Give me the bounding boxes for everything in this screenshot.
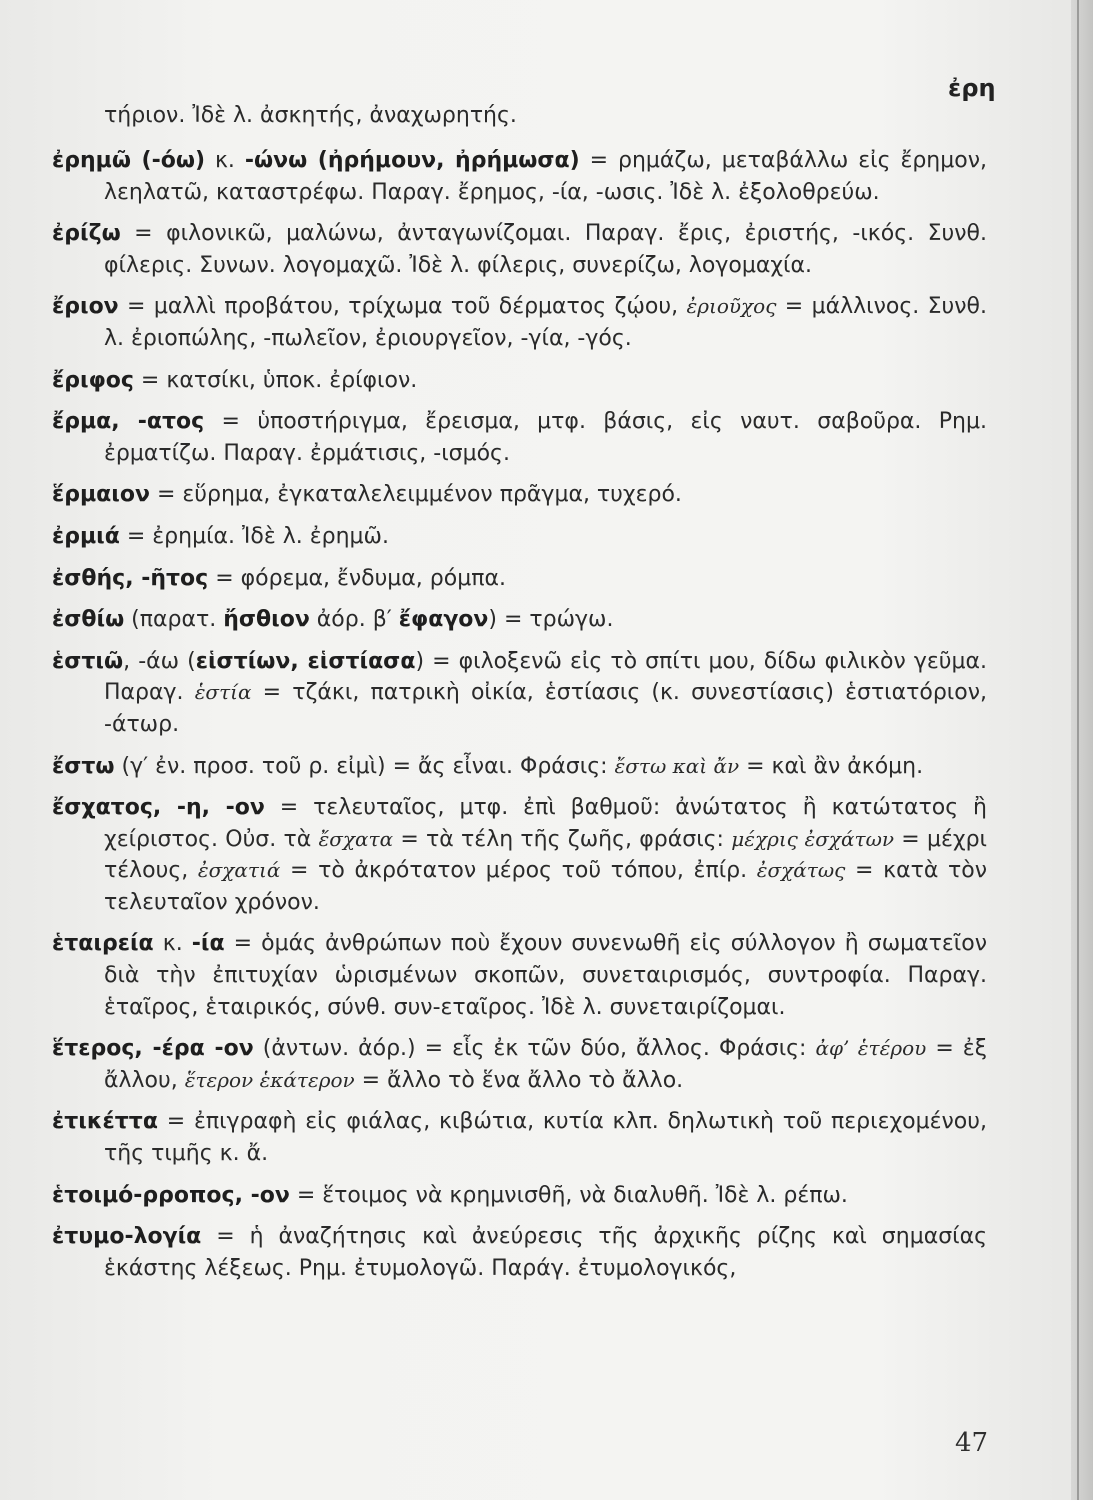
entry-headword: ἔστω [52, 753, 115, 779]
entry-text: = κατὰ τὸν τελευταῖον χρόνον. [104, 858, 987, 915]
entry-italic-term: ἔστω καὶ ἄν [614, 753, 740, 778]
entry-text: = μέχρι τέλους, [104, 826, 987, 884]
dictionary-entry [52, 751, 987, 783]
entry-headword: ἑταιρεία [52, 931, 154, 957]
entry-text: = τὸ ἀκρότατον μέρος τοῦ τόπου, ἐπίρ. [280, 858, 757, 884]
entry-text: = τζάκι, πατρικὴ οἰκία, ἑστίασις (κ. συνεστίασις) ἑστιατόριον, -άτωρ. [104, 680, 987, 737]
entry-text: , -άω ( [123, 648, 196, 674]
entry-headword: ἐρμιά [52, 523, 120, 549]
entry-text: (γ′ ἐν. προσ. τοῦ ρ. εἰμὶ) = ἄς εἶναι. Φράσις: [114, 753, 615, 779]
entry-italic-term: ἐριοῦχος [686, 294, 777, 319]
entry-headword: ἐσθίω [52, 607, 125, 633]
dictionary-entry [52, 604, 987, 636]
entry-text: κ. [153, 931, 192, 957]
entry-form: εἱστίων, εἱστίασα [195, 648, 416, 674]
entry-text: = ἐξ ἄλλου, [104, 1036, 987, 1093]
entry-text: = ἕτοιμος νὰ κρημνισθῆ, νὰ διαλυθῆ. Ἰδὲ λ. ρέπω. [289, 1182, 848, 1208]
running-head: ἐρη [948, 74, 996, 102]
entry-italic-term: μέχρις ἐσχάτων [731, 826, 895, 851]
entry-text: = ἐρημία. Ἰδὲ λ. ἐρημῶ. [119, 523, 389, 549]
dictionary-entry [52, 218, 987, 281]
entries-list [52, 145, 987, 1284]
entry-headword: ἔριον [52, 294, 119, 320]
dictionary-entry [52, 291, 987, 354]
entry-form: -ώνω (ἠρήμουν, ἠρήμωσα) [244, 148, 580, 173]
entry-headword: ἐσθής, -ῆτος [52, 565, 209, 591]
entry-text: = μάλλινος. Συνθ. λ. ἐριοπώλης, -πωλεῖον, ἐριουργεῖον, -γία, -γός. [104, 294, 987, 351]
dictionary-entry [52, 646, 987, 741]
entry-text: = τὰ τέλη τῆς ζωῆς, φράσις: [393, 826, 732, 852]
dictionary-entry [52, 479, 987, 511]
entry-italic-term: ἑστία [194, 680, 252, 705]
dictionary-entry [52, 792, 987, 918]
entry-headword: ἔριφος [52, 367, 134, 393]
entry-text: = ἐπιγραφὴ εἰς φιάλας, κιβώτια, κυτία κλπ. δηλωτικὴ τοῦ περιεχομένου, τῆς τιμῆς κ. ἄ. [104, 1109, 987, 1167]
entry-text: = φιλονικῶ, μαλώνω, ἀνταγωνίζομαι. Παραγ. ἔρις, ἐριστής, -ικός. Συνθ. φίλερις. Συνων. λογομαχῶ. Ἰδὲ λ. φίλερις, συνερίζω, λογομαχία. [104, 221, 987, 278]
entry-italic-term: ἐσχατιά [197, 858, 281, 883]
entry-italic-term: ἕτερον ἑκάτερον [184, 1067, 355, 1092]
entry-text: = μαλλὶ προβάτου, τρίχωμα τοῦ δέρματος ζῴου, [118, 294, 687, 320]
entry-text: κ. [205, 148, 245, 173]
entry-form: ἔφαγον [398, 607, 489, 633]
dictionary-entry [52, 521, 987, 553]
entry-italic-term: ἔσχατα [318, 826, 394, 851]
dictionary-content [52, 100, 987, 1294]
page-number: 47 [955, 1428, 989, 1458]
dictionary-entry [52, 406, 987, 469]
dictionary-entry [52, 1180, 987, 1212]
dictionary-entry [52, 145, 987, 208]
page-edge [1071, 0, 1093, 1500]
entry-text: = ὑποστήριγμα, ἔρεισμα, μτφ. βάσις, εἰς ναυτ. σαβοῦρα. Ρημ. ἐρματίζω. Παραγ. ἐρμάτισις, -ισμός. [104, 409, 987, 466]
entry-text: = φόρεμα, ἔνδυμα, ρόμπα. [208, 565, 506, 591]
entry-text: = ἡ ἀναζήτησις καὶ ἀνεύρεσις τῆς ἀρχικῆς ρίζης καὶ σημασίας ἑκάστης λέξεως. Ρημ. ἐτυμολογῶ. Παράγ. ἐτυμολογικός, [104, 1224, 987, 1281]
entry-text: = ρημάζω, μεταβάλλω εἰς ἔρημον, λεηλατῶ, καταστρέφω. Παραγ. ἔρημος, -ία, -ωσις. Ἰδὲ λ. ἐξολοθρεύω. [104, 148, 987, 205]
entry-text: = ὁμάς ἀνθρώπων ποὺ ἔχουν συνενωθῆ εἰς σύλλογον ἢ σωματεῖον διὰ τὴν ἐπιτυχίαν ὡρισμένων σκοπῶν, συνεταιρισμός, συντροφία. Παραγ. ἑταῖρος, ἑταιρικός, σύνθ. συν-εταῖρος. Ἰδὲ λ. συνεταιρίζομαι. [104, 931, 988, 1020]
entry-text: ) = φιλοξενῶ εἰς τὸ σπίτι μου, δίδω φιλικὸν γεῦμα. Παραγ. [104, 648, 987, 706]
entry-headword: ἕτερος, -έρα -ον [52, 1036, 254, 1062]
entry-text: = εὕρημα, ἐγκαταλελειμμένον πρᾶγμα, τυχερό. [149, 482, 682, 508]
entry-text: (παρατ. [124, 607, 224, 633]
entry-headword: ἑστιῶ [52, 648, 124, 674]
entry-text: ) = τρώγω. [488, 607, 614, 633]
dictionary-entry [52, 1221, 987, 1284]
entry-text: = κατσίκι, ὑποκ. ἐρίφιον. [133, 367, 418, 393]
entry-headword: ἐρημῶ (-όω) [52, 148, 206, 173]
entry-text: ἀόρ. β′ [309, 607, 399, 633]
entry-headword: ἔσχατος, -η, -ον [52, 795, 265, 821]
entry-form: -ία [191, 931, 225, 957]
entry-text: (ἀντων. ἀόρ.) = εἷς ἐκ τῶν δύο, ἄλλος. Φράσις: [253, 1036, 816, 1062]
entry-headword: ἐτυμο-λογία [52, 1224, 202, 1250]
entry-headword: ἐτικέττα [52, 1109, 158, 1135]
entry-text: = ἄλλο τὸ ἕνα ἄλλο τὸ ἄλλο. [354, 1067, 684, 1093]
dictionary-entry [52, 1106, 987, 1169]
dictionary-entry [52, 563, 987, 595]
entry-headword: ἕρμαιον [52, 482, 150, 508]
entry-headword: ἐρίζω [52, 221, 121, 247]
dictionary-entry [52, 928, 987, 1023]
continuation-line: τήριον. Ἰδὲ λ. ἀσκητής, ἀναχωρητής. [104, 103, 517, 128]
dictionary-entry [52, 1033, 987, 1096]
entry-italic-term: ἐσχάτως [756, 858, 846, 883]
entry-text: = τελευταῖος, μτφ. ἐπὶ βαθμοῦ: ἀνώτατος ἢ κατώτατος ἢ χείριστος. Οὐσ. τὰ [104, 795, 987, 852]
entry-headword: ἑτοιμό-ρροπος, -ον [52, 1182, 290, 1208]
entry-italic-term: ἀφ’ ἑτέρου [815, 1036, 927, 1061]
entry-text: = καὶ ἂν ἀκόμη. [739, 753, 924, 779]
entry-headword: ἔρμα, -ατος [52, 409, 205, 435]
dictionary-entry [52, 365, 987, 397]
entry-form: ἤσθιον [223, 607, 310, 633]
